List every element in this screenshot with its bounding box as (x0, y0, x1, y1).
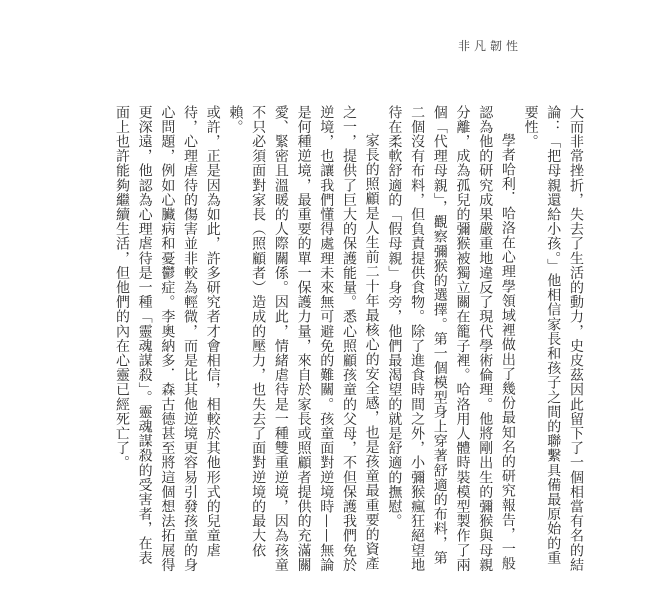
running-header: 非凡韌性 (458, 39, 523, 53)
paragraph-4: 或許，正是因為如此，許多研究者才會相信，相較於其他形式的兒童虐待，心理虐待的傷害並非較為輕微，而是比其他逆境更容易引發孩童的身心問題，例如心臟病和憂鬱症。李奧納多．森古德甚至將這個想法拓展得更深遠，他認為心理虐待是一種「靈魂謀殺」。靈魂謀殺的受害者，在表面上也許能夠繼續生活，但他們的內在心靈已經死亡了。 (113, 105, 221, 573)
body-text (110, 105, 587, 575)
paragraph-1: 大而非常挫折，失去了生活的動力，史皮茲因此留下了一個相當有名的結論：「把母親還給小孩。」他相信家長和孩子之間的聯繫具備最原始的重要性。 (522, 105, 584, 573)
paragraph-3: 家長的照顧是人生前二十年最核心的安全感，也是孩童最重要的資產之一，提供了巨大的保護能量。悉心照顧孩童的父母，不但保護我們免於逆境，也讓我們懂得處理未來無可避免的難關。孩童面對逆境時——無論是何種逆境，最重要的單一保護力量，來自於家長或照顧者提供的充滿關愛、緊密且溫暖的人際關係。因此，情緒虐待是一種雙重逆境，因為孩童不只必須面對家長（照顧者）造成的壓力，也失去了面對逆境的最大依賴。 (227, 105, 380, 573)
paragraph-2: 學者哈利．哈洛在心理學領域裡做出了幾份最知名的研究報告，一般認為他的研究成果嚴重地違反了現代學術倫理。他將剛出生的彌猴與母親分離，成為孤兒的彌猴被獨立關在籠子裡。哈洛用人體時裝模型製作了兩個「代理母親」，觀察彌猴的選擇。第一個模型身上穿著舒適的布料，第二個沒有布料，但負責提供食物。除了進食時間之外，小彌猴瘋狂絕望地待在柔軟舒適的「假母親」身旁，他們最渴望的就是舒適的撫慰。 (386, 105, 516, 573)
